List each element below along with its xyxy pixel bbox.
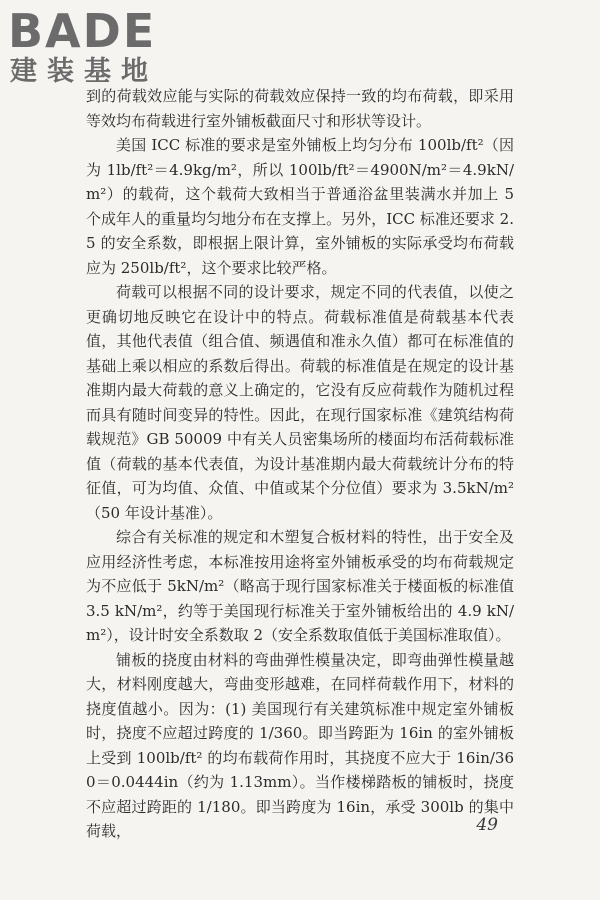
page-number: 49 [476, 815, 498, 835]
paragraph-1: 到的荷载效应能与实际的荷载效应保持一致的均布荷载，即采用等效均布荷载进行室外铺板截面尺寸和形状等设计。 [86, 87, 514, 130]
logo-mark: BADE [8, 4, 157, 58]
page-body [86, 84, 514, 844]
bade-logo [8, 6, 178, 90]
logo-subtitle: 建装基地 [10, 56, 158, 87]
paragraph-3: 荷载可以根据不同的设计要求，规定不同的代表值，以使之更确切地反映它在设计中的特点。荷载标准值是荷载基本代表值，其他代表值（组合值、频遇值和准永久值）都可在标准值的基础上乘以相应的系数后得出。荷载的标准值是在规定的设计基准期内最大荷载的意义上确定的，它没有反应荷载作为随机过程而具有随时间变异的特性。因此，在现行国家标准《建筑结构荷载规范》GB 50009 中有关人员密集场所的楼面均布活荷载标准值（荷载的基本代表值，为设计基准期内最大荷载统计分布的特征值，可为均值、众值、中值或某个分位值）要求为 3.5kN/m²（50 年设计基准）。 [86, 283, 514, 522]
paragraph-2: 美国 ICC 标准的要求是室外铺板上均匀分布 100lb/ft²（因为 1lb/ft²＝4.9kg/m²，所以 100lb/ft²＝4900N/m²＝4.9kN/m²）的载荷，这个载荷大致相当于普通浴盆里装满水并加上 5 个成年人的重量均匀地分布在支撑上。另外，ICC 标准还要求 2.5 的安全系数，即根据上限计算，室外铺板的实际承受均布荷载应为 250lb/ft²，这个要求比较严格。 [86, 136, 514, 277]
paragraph-5: 铺板的挠度由材料的弯曲弹性模量决定，即弯曲弹性模量越大，材料刚度越大，弯曲变形越难，在同样荷载作用下，材料的挠度值越小。因为：(1) 美国现行有关建筑标准中规定室外铺板时，挠度不应超过跨度的 1/360。即当跨距为 16in 的室外铺板上受到 100lb/ft² 的均布载荷作用时，其挠度不应大于 16in/360＝0.0444in（约为 1.13mm）。当作楼梯踏板的铺板时，挠度不应超过跨距的 1/180。即当跨度为 16in，承受 300lb 的集中荷载， [86, 650, 514, 840]
paragraph-4: 综合有关标准的规定和木塑复合板材料的特性，出于安全及应用经济性考虑，本标准按用途将室外铺板承受的均布荷载规定为不应低于 5kN/m²（略高于现行国家标准关于楼面板的标准值 3.5 kN/m²，约等于美国现行标准关于室外铺板给出的 4.9 kN/m²），设计时安全系数取 2（安全系数取值低于美国标准取值）。 [86, 528, 514, 644]
